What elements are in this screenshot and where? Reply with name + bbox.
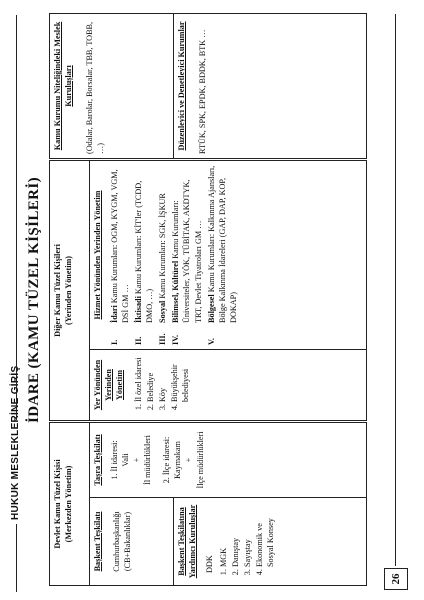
decentral-header: Diğer Kamu Tüzel Kişileri xyxy=(53,244,62,337)
list-item: 2. Belediye xyxy=(145,354,156,402)
auxiliary-org-cell xyxy=(174,498,367,586)
local-admin-cell xyxy=(90,349,367,421)
professional-bodies-title: Kamu Kurumu Niteliğindeki Meslek Kuruluşları xyxy=(53,21,74,151)
province-plus: + xyxy=(132,457,142,463)
auxiliary-first: DDK xyxy=(205,555,215,573)
list-item: I. İdari Kamu Kurumları: OGM, KYGM, VGM, DSİ GM … xyxy=(110,169,131,345)
district-plus: + xyxy=(184,457,194,463)
list-item: IV. Bilimsel, Kültürel Kamu Kurumları: Üniversiteler, YÖK, TÜBİTAK, AKDTYK, TRT, Devlet Tiyatroları GM … xyxy=(171,179,203,345)
district-governor: Kaymakam xyxy=(173,441,183,479)
administration-table xyxy=(49,13,367,586)
header-rule-left xyxy=(16,524,17,592)
auxiliary-list xyxy=(218,502,276,581)
regulatory-title: Düzenleyici ve Denetleyici Kurumlar xyxy=(177,21,187,151)
list-item: 3. Köy xyxy=(157,354,168,402)
decentral-header-sub: (Yerinden Yönetim) xyxy=(64,255,74,326)
province-admin-label: 1. İl idaresi: xyxy=(110,440,120,480)
province-governor: Vali xyxy=(121,453,131,467)
provincial-org-cell xyxy=(90,421,367,497)
footer-rule xyxy=(395,14,396,566)
list-item: III. Sosyal Kamu Kurumları: SGK, İŞKUR xyxy=(158,193,168,345)
list-item: 1. İl özel idaresi xyxy=(133,354,144,402)
capital-org-text: Cumhurbaşkanlığı (CB+Bakanlıklar) xyxy=(112,511,133,572)
central-header-sub: (Merkezden Yönetim) xyxy=(64,465,74,543)
central-header-cell xyxy=(50,421,90,585)
list-item: 2. Danıştay xyxy=(230,502,241,567)
district-directorates: İlçe müdürlükleri xyxy=(195,431,205,489)
regulatory-cell xyxy=(174,13,367,159)
capital-org-title: Başkent Teşkilatı xyxy=(93,511,102,572)
professional-bodies-text: (Odalar, Barolar, Borsalar, TBB, TOBB, …) xyxy=(85,21,106,154)
district-admin-label: 2. İlçe idaresi: xyxy=(162,436,172,484)
page-title: İDARE (KAMU TÜZEL KİŞİLERİ) xyxy=(26,177,42,423)
local-admin-list xyxy=(133,354,191,416)
regulatory-text: RTÜK, SPK, EPDK, BDDK, BTK … xyxy=(198,29,208,154)
service-admin-cell xyxy=(90,159,367,349)
list-item: II. İktisadi Kamu Kurumları: KİT'ler (TCDD, DMO, …) xyxy=(134,180,155,345)
professional-bodies-cell xyxy=(50,13,174,159)
capital-org-cell xyxy=(90,498,174,586)
list-item: V. Bölgesel Kamu Kurumları: Kalkınma Ajansları, Bölge Kalkınma İdareleri (GAP, DAP, KOP, DOKAP) xyxy=(206,165,238,345)
header-rule xyxy=(16,15,17,420)
provincial-org-title: Taşra Teşkilatı xyxy=(93,434,102,486)
service-admin-list xyxy=(109,165,239,345)
page-number: 26 xyxy=(384,568,408,590)
province-directorates: İl müdürlükleri xyxy=(143,435,153,485)
decentral-header-cell xyxy=(50,159,90,421)
list-item: 3. Sayıştay xyxy=(242,502,253,567)
running-head: HUKUK MESLEKLERİNE GİRİŞ xyxy=(10,365,21,520)
list-item: 4. Büyükşehir belediyesi xyxy=(169,354,191,402)
list-item: 4. Ekonomik ve Sosyal Konsey xyxy=(254,502,276,567)
local-admin-title: Yer Yönünden Yerinden Yönetim xyxy=(93,359,125,411)
list-item: 1. MGK xyxy=(218,502,229,567)
central-header: Devlet Kamu Tüzel Kişisi xyxy=(53,459,62,549)
auxiliary-org-title: Başkent Teşkilatına Yardımcı Kuruluşlar xyxy=(177,504,198,579)
service-admin-title: Hizmet Yönünden Yerinden Yönetim xyxy=(93,190,102,320)
